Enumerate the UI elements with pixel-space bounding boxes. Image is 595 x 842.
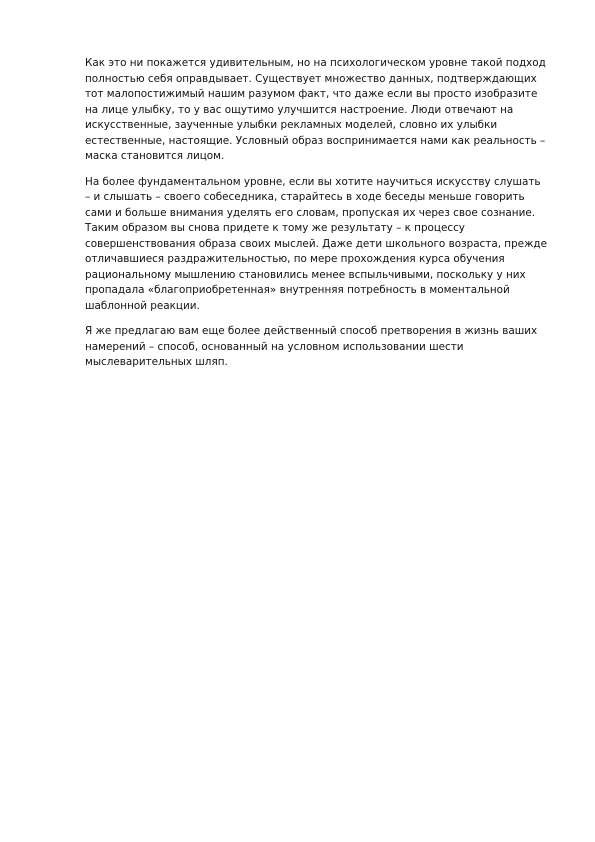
paragraph-2: На более фундаментальном уровне, если вы хотите научиться искусству слушать – и слышать – своего собеседника, старайтесь в ходе беседы меньше говорить сами и больше внимания уделять его словам, пропуская их через свое сознание. Таким образом вы снова придете к тому же результату – к процессу совершенствования образа своих мыслей. Даже дети школьного возраста, прежде отличавшиеся раздражительностью, по мере прохождения курса обучения рациональному мышлению становились менее вспыльчивыми, поскольку у них пропадала «благоприобретенная» внутренняя потребность в моментальной шаблонной реакции.	[85, 175, 548, 312]
paragraph-1: Как это ни покажется удивительным, но на психологическом уровне такой подход полностью себя оправдывает. Существует множество данных, подтверждающих тот малопостижимый нашим разумом факт, что даже если вы просто изобразите на лице улыбку, то у вас ощутимо улучшится настроение. Люди отвечают на искусственные, заученные улыбки рекламных моделей, словно их улыбки естественные, настоящие. Условный образ воспринимается нами как реальность – маска становится лицом.	[85, 57, 546, 162]
document-body	[85, 56, 547, 381]
paragraph-3: Я же предлагаю вам еще более действенный способ претворения в жизнь ваших намерений – способ, основанный на условном использовании шести мыслеварительных шляп.	[85, 325, 538, 368]
